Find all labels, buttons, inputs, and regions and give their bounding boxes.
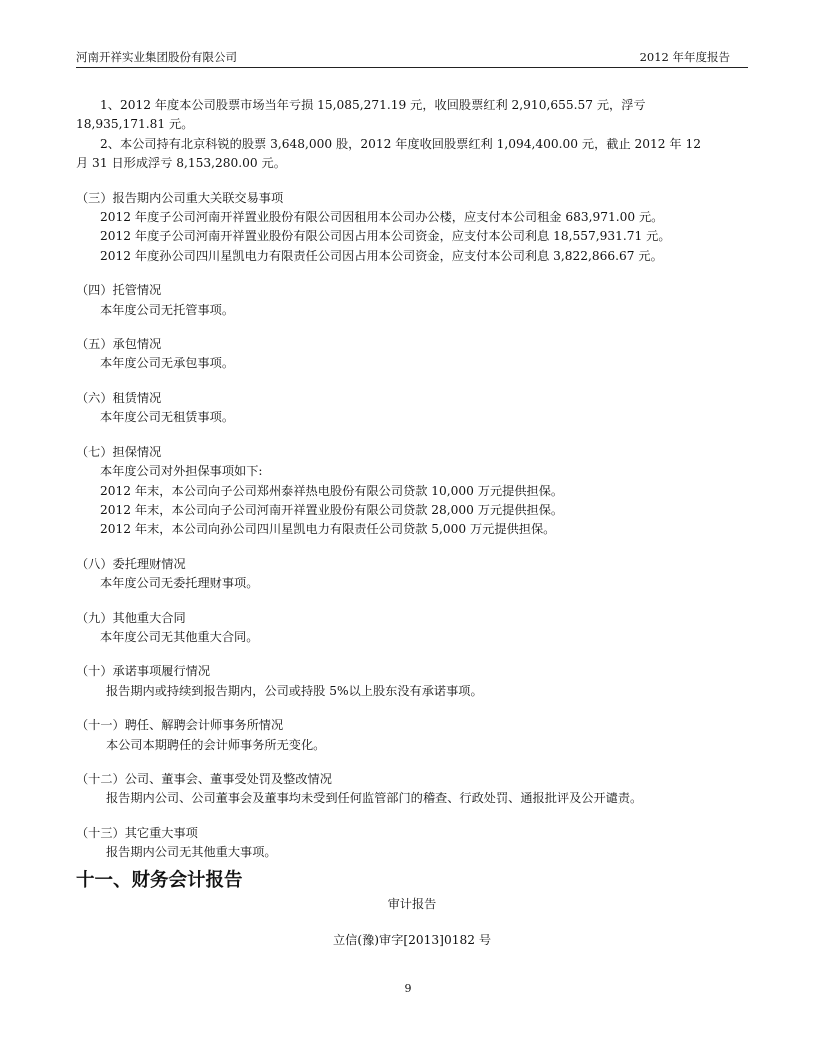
- section-3-line: 2012 年度孙公司四川星凯电力有限责任公司因占用本公司资金，应支付本公司利息 3,822,866.67 元。: [100, 248, 663, 263]
- section-6-line: 本年度公司无租赁事项。: [100, 410, 235, 425]
- section-9-line: 本年度公司无其他重大合同。: [100, 629, 259, 644]
- section-13-heading: （十三）其它重大事项: [76, 825, 198, 840]
- section-7-heading: （七）担保情况: [76, 444, 162, 459]
- intro-line-1: 1、2012 年度本公司股票市场当年亏损 15,085,271.19 元，收回股票红利 2,910,655.57 元，浮亏: [100, 98, 646, 112]
- section-12-line: 报告期内公司、公司董事会及董事均未受到任何监管部门的稽查、行政处罚、通报批评及公开谴责。: [106, 791, 643, 806]
- section-9-heading: （九）其他重大合同: [76, 610, 186, 625]
- section-7-line: 2012 年末，本公司向子公司河南开祥置业股份有限公司贷款 28,000 万元提供担保。: [100, 502, 564, 517]
- section-10-line: 报告期内或持续到报告期内，公司或持股 5%以上股东没有承诺事项。: [106, 683, 483, 698]
- intro-line-3: 2、本公司持有北京科锐的股票 3,648,000 股，2012 年度收回股票红利 1,094,400.00 元，截止 2012 年 12: [100, 136, 701, 151]
- audit-report-number: 立信(豫)审字[2013]0182 号: [332, 933, 492, 947]
- section-6-heading: （六）租赁情况: [76, 390, 162, 405]
- section-12-heading: （十二）公司、董事会、董事受处罚及整改情况: [76, 771, 332, 786]
- audit-report-title: 审计报告: [387, 896, 437, 911]
- page-header: [76, 50, 748, 68]
- section-5-heading: （五）承包情况: [76, 337, 162, 352]
- section-7-line: 本年度公司对外担保事项如下:: [100, 464, 263, 479]
- section-4-heading: （四）托管情况: [76, 283, 162, 298]
- section-3-heading: （三）报告期内公司重大关联交易事项: [76, 190, 284, 205]
- page-number: 9: [404, 982, 412, 995]
- financial-report-heading: 十一、财务会计报告: [76, 869, 243, 891]
- section-3-line: 2012 年度子公司河南开祥置业股份有限公司因占用本公司资金，应支付本公司利息 18,557,931.71 元。: [100, 229, 671, 244]
- section-8-heading: （八）委托理财情况: [76, 556, 186, 571]
- section-11-heading: （十一）聘任、解聘会计师事务所情况: [76, 718, 284, 733]
- section-7-line: 2012 年末，本公司向孙公司四川星凯电力有限责任公司贷款 5,000 万元提供担保。: [100, 522, 556, 537]
- header-company: 河南开祥实业集团股份有限公司: [76, 50, 237, 64]
- section-5-line: 本年度公司无承包事项。: [100, 356, 235, 371]
- section-13-line: 报告期内公司无其他重大事项。: [106, 845, 277, 860]
- header-report-title: 2012 年年度报告: [639, 50, 730, 64]
- document-body: [76, 96, 748, 950]
- section-3-line: 2012 年度子公司河南开祥置业股份有限公司因租用本公司办公楼，应支付本公司租金 683,971.00 元。: [100, 210, 664, 225]
- intro-line-4: 月 31 日形成浮亏 8,153,280.00 元。: [76, 156, 286, 171]
- section-8-line: 本年度公司无委托理财事项。: [100, 576, 259, 591]
- section-11-line: 本公司本期聘任的会计师事务所无变化。: [106, 737, 326, 752]
- section-7-line: 2012 年末，本公司向子公司郑州泰祥热电股份有限公司贷款 10,000 万元提供担保。: [100, 483, 564, 498]
- header-divider: [76, 67, 748, 68]
- intro-line-2: 18,935,171.81 元。: [76, 117, 194, 132]
- section-4-line: 本年度公司无托管事项。: [100, 302, 235, 317]
- section-10-heading: （十）承诺事项履行情况: [76, 664, 211, 679]
